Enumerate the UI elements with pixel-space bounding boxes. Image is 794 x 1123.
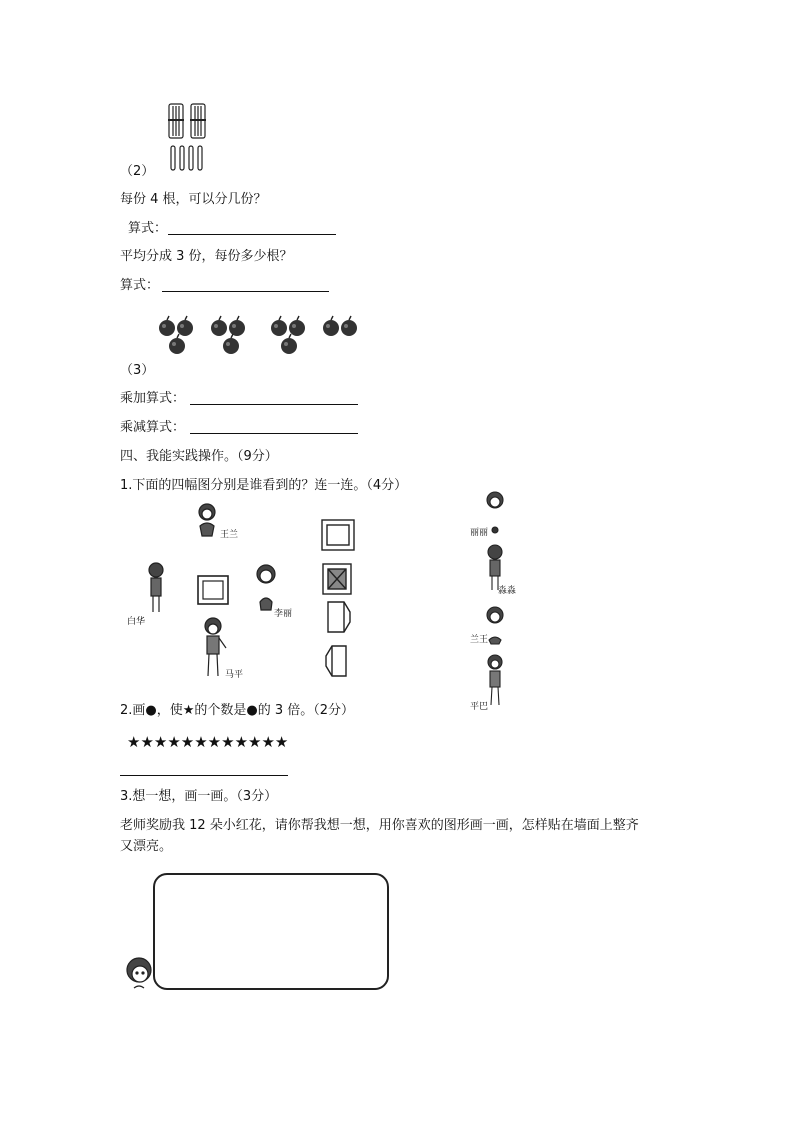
q2-prompt-1: 每份 4 根，可以分几份？ xyxy=(120,192,267,207)
name-maping: 马平 xyxy=(225,670,244,680)
draw-circles-line[interactable] xyxy=(120,775,288,776)
formula-2-label: 算式： xyxy=(120,278,160,293)
item-3-description-line-2: 又漂亮。 xyxy=(120,839,173,854)
q2-label: （2） xyxy=(120,164,155,179)
q3-label: （3） xyxy=(120,363,155,378)
formula-add-label: 乘加算式： xyxy=(120,391,186,406)
formula-sub-label: 乘减算式： xyxy=(120,420,186,435)
item-1-text: 1.下面的四幅图分别是谁看到的？连一连。（4分） xyxy=(120,478,408,493)
formula-1-answer-line[interactable] xyxy=(168,234,336,235)
view-pictures xyxy=(318,518,363,678)
item-3-text: 3.想一想，画一画。（3分） xyxy=(120,789,278,804)
name-lili: 李丽 xyxy=(274,609,293,619)
formula-2-answer-line[interactable] xyxy=(162,291,329,292)
formula-add-answer-line[interactable] xyxy=(190,404,358,405)
name-right-1: 丽丽 xyxy=(470,528,489,538)
name-right-2: 淼淼 xyxy=(498,586,517,596)
section-4-title: 四、我能实践操作。（9分） xyxy=(120,449,278,464)
name-baihua: 白华 xyxy=(127,617,146,627)
item-2-text: 2.画●，使★的个数是●的 3 倍。（2分） xyxy=(120,703,355,718)
name-right-4: 平巴 xyxy=(470,702,489,712)
sticks-illustration xyxy=(165,100,215,175)
children-column xyxy=(475,490,515,715)
girl-peeking-icon xyxy=(120,950,158,995)
item-3-description-line-1: 老师奖励我 12 朵小红花，请你帮我想一想，用你喜欢的图形画一画，怎样贴在墙面上整齐 xyxy=(120,818,639,833)
name-wanglan: 王兰 xyxy=(220,530,239,540)
q2-prompt-2: 平均分成 3 份，每份多少根？ xyxy=(120,249,293,264)
stars-row: ★★★★★★★★★★★★ xyxy=(127,733,289,751)
name-right-3: 兰王 xyxy=(470,635,489,645)
formula-1-label: 算式： xyxy=(128,221,168,236)
apples-illustration xyxy=(155,312,370,362)
drawing-board[interactable] xyxy=(153,873,389,990)
formula-sub-answer-line[interactable] xyxy=(190,433,358,434)
